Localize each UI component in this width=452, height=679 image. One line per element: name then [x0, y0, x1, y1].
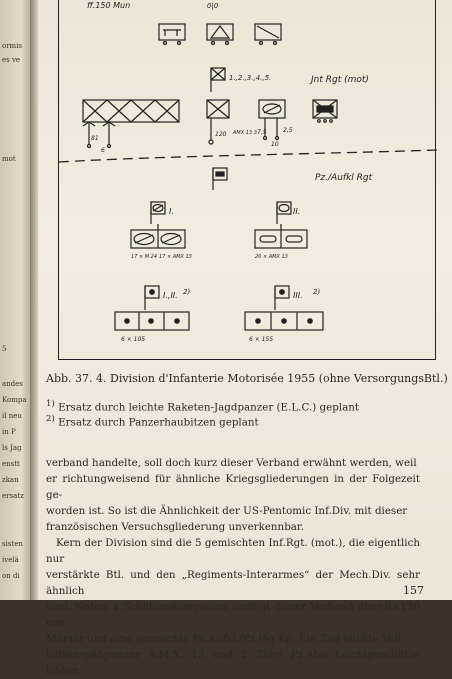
pz-regiment-label: Pz./Aufkl Rgt [315, 173, 373, 183]
left-fragment: ersatz [2, 492, 24, 500]
body-line: Mörser und eine gemischte Pz.Aufkl./Pz.Jäg.Kp. Ein Zug leichte Voll- [46, 633, 405, 645]
book-gutter [30, 0, 38, 600]
body-line: er richtungweisend für ähnliche Kriegsgliederungen in der Folgezeit ge- [46, 473, 420, 501]
inf-regiment-hq-flag [211, 68, 225, 92]
battalion-2-number: II. [293, 207, 301, 216]
top-ticks: 0|0 [207, 2, 219, 10]
inf-regiment-label: Jnt Rgt (mot) [311, 75, 369, 85]
book-page [38, 0, 452, 677]
artillery-group-1-footnote: 2) [183, 288, 191, 296]
rifle-companies-box [83, 100, 179, 122]
left-fragment: on di [2, 572, 20, 580]
body-text [46, 455, 420, 679]
battalion-1-label: 17 × M 24 [131, 254, 157, 260]
top-unit-label: ff.150 Mun [87, 1, 131, 10]
left-fragment: sisten [2, 540, 23, 548]
unit-symbol-mark [211, 26, 229, 38]
artillery-group-2-label: 6 × 155 [249, 336, 274, 343]
unit-label: AMX 13 3 [233, 130, 257, 136]
unit-label: 2,5 [283, 127, 293, 134]
left-fragment: ivelä [2, 556, 19, 564]
left-fragment: Kompa [2, 396, 27, 404]
inf-regiment-units [83, 100, 337, 148]
unit-symbol-box [159, 24, 185, 40]
unit-label: 10 [271, 141, 279, 148]
footnote-2 [46, 414, 259, 428]
battalion-1-number: I. [169, 207, 174, 216]
unit-label: 6 [101, 147, 105, 154]
inf-regiment-numbers: 1.,2.,3.,4.,5. [229, 74, 272, 82]
section-divider [59, 150, 437, 162]
artillery-group-2-footnote: 2) [313, 288, 321, 296]
footnote-2-text: Ersatz durch Panzerhaubitzen geplant [58, 416, 259, 429]
left-fragment: ormis [2, 42, 23, 50]
footnote-1 [46, 399, 359, 413]
unit-symbol-mark [163, 30, 181, 36]
unit-label: 120 [215, 131, 227, 138]
pz-regiment-hq-flag [213, 168, 227, 190]
body-line: sind. Neben 4 Schützenkompanien verfügt dieser Verband über 6×120 mm [46, 601, 420, 629]
top-unit-symbols [159, 24, 281, 45]
artillery-group-2 [245, 286, 323, 330]
left-fragment: zkan [2, 476, 19, 484]
artillery-group-1-number: I.,II. [163, 291, 178, 300]
body-line: kettenspähpanzer A.M.X. 13 und 2 Züge Pz.Abw.-Leichtgeschütze bilden [46, 649, 420, 677]
left-fragment: es ve [2, 56, 21, 64]
body-line: verstärkte Btl. und den „Regiments-Interarmes“ der Mech.Div. sehr ähnlich [46, 569, 420, 597]
artillery-group-2-number: III. [293, 291, 303, 300]
body-line: verband handelte, soll doch kurz dieser Verband erwähnt werden, weil [46, 457, 417, 469]
battalion-1-label-2: 17 × AMX 13 [159, 254, 192, 260]
artillery-group-1 [115, 286, 189, 330]
left-fragment: enstt [2, 460, 20, 468]
unit-symbol-mark [257, 26, 279, 38]
battalion-2-label: 20 × AMX 13 [255, 254, 288, 260]
left-fragment: 5 [2, 345, 7, 353]
left-fragment: il neu [2, 412, 22, 420]
unit-label: 7,5 [257, 129, 267, 136]
left-fragment: in P [2, 428, 16, 436]
body-line: Kern der Division sind die 5 gemischten Inf.Rgt. (mot.), die eigentlich nur [46, 537, 420, 565]
page-number: 157 [403, 584, 424, 597]
left-fragment: ls Jag [2, 444, 22, 452]
footnote-1-text: Ersatz durch leichte Raketen-Jagdpanzer (E.L.C.) geplant [58, 401, 359, 414]
left-fragment: mot [2, 155, 16, 163]
body-line: französischen Versuchsgliederung unverkennbar. [46, 521, 304, 533]
unit-label: 81 [91, 135, 99, 142]
figure-caption: Abb. 37. 4. Division d'Infanterie Motorisée 1955 (ohne VersorgungsBtl.) [46, 372, 448, 385]
body-line: worden ist. So ist die Ähnlichkeit der US-Pentomic Inf.Div. mit dieser [46, 505, 408, 517]
organization-chart [58, 0, 436, 360]
footnote-2-mark: 2) [46, 414, 55, 424]
artillery-group-1-label: 6 × 105 [121, 336, 146, 343]
left-page-edge [0, 0, 30, 600]
org-chart-svg [59, 0, 437, 360]
footnote-1-mark: 1) [46, 399, 55, 409]
battalion-1 [131, 202, 185, 248]
left-fragment: andes [2, 380, 23, 388]
